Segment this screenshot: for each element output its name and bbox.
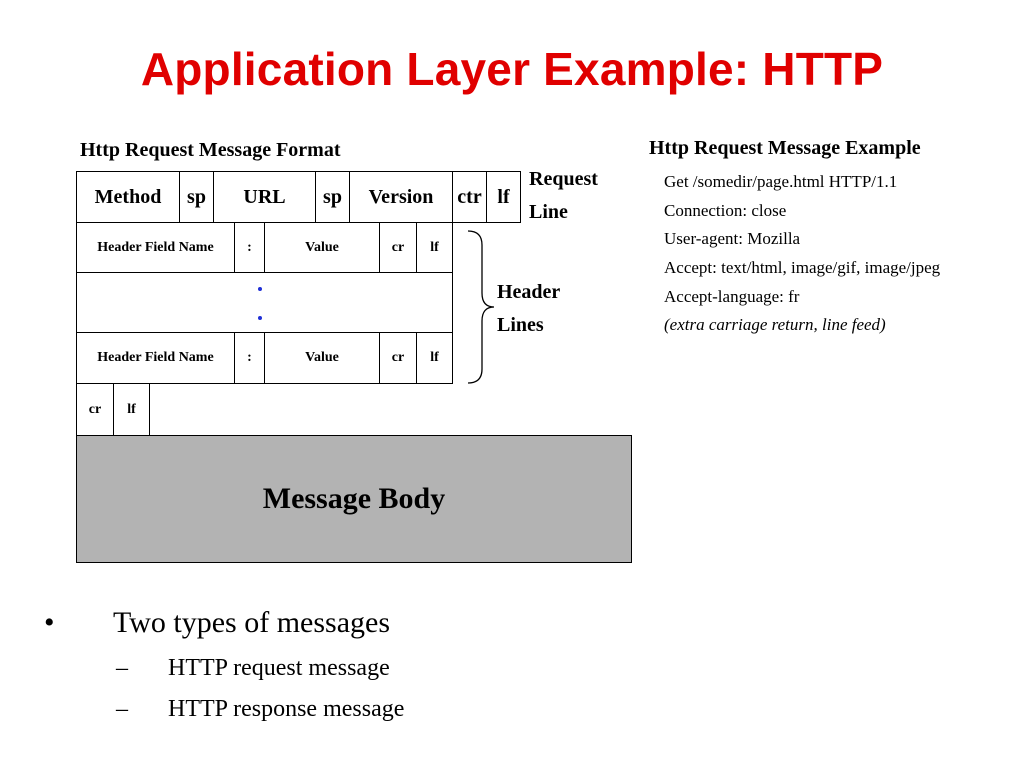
bullet-marker: • xyxy=(44,606,55,639)
sub-bullet-text: HTTP response message xyxy=(168,696,405,722)
message-body-box: Message Body xyxy=(76,435,632,563)
header-lines-brace xyxy=(466,229,496,385)
example-heading: Http Request Message Example xyxy=(649,137,921,159)
format-heading: Http Request Message Format xyxy=(80,139,341,161)
cell-cr: cr xyxy=(379,332,417,384)
cell-method: Method xyxy=(76,171,180,223)
cell-colon: : xyxy=(234,222,265,273)
example-line: Get /somedir/page.html HTTP/1.1 xyxy=(664,172,898,191)
request-line-label-1: Request xyxy=(529,168,598,190)
cell-lf: lf xyxy=(486,171,521,223)
slide-title: Application Layer Example: HTTP xyxy=(140,43,884,95)
cell-value: Value xyxy=(264,222,380,273)
header-lines-label-2: Lines xyxy=(497,314,544,336)
example-line: User-agent: Mozilla xyxy=(664,229,801,248)
cell-cr: cr xyxy=(379,222,417,273)
sub-bullet-dash: – xyxy=(116,696,128,722)
cell-header-field-name: Header Field Name xyxy=(76,222,235,273)
cell-value: Value xyxy=(264,332,380,384)
cell-lf: lf xyxy=(416,332,453,384)
ellipsis-dot xyxy=(258,287,262,291)
cell-url: URL xyxy=(213,171,316,223)
cell-version: Version xyxy=(349,171,453,223)
example-line: Accept-language: fr xyxy=(664,287,800,306)
sub-bullet-dash: – xyxy=(116,655,128,681)
example-line: Connection: close xyxy=(664,201,787,220)
cell-lf: lf xyxy=(416,222,453,273)
cell-sp: sp xyxy=(179,171,214,223)
cell-sp: sp xyxy=(315,171,350,223)
header-lines-label xyxy=(497,276,560,342)
sub-bullet-text: HTTP request message xyxy=(168,655,390,681)
header-lines-label-1: Header xyxy=(497,281,561,303)
cell-colon: : xyxy=(234,332,265,384)
cell-lf: lf xyxy=(113,383,150,436)
cell-ctr: ctr xyxy=(452,171,487,223)
ellipsis-dot xyxy=(258,316,262,320)
request-line-label xyxy=(529,163,598,229)
cell-cr: cr xyxy=(76,383,114,436)
request-line-label-2: Line xyxy=(529,201,568,223)
header-ellipsis-row xyxy=(76,272,453,333)
example-line: Accept: text/html, image/gif, image/jpeg xyxy=(664,258,941,277)
cell-header-field-name: Header Field Name xyxy=(76,332,235,384)
example-line: (extra carriage return, line feed) xyxy=(664,315,886,334)
bullet-main: Two types of messages xyxy=(113,606,391,639)
